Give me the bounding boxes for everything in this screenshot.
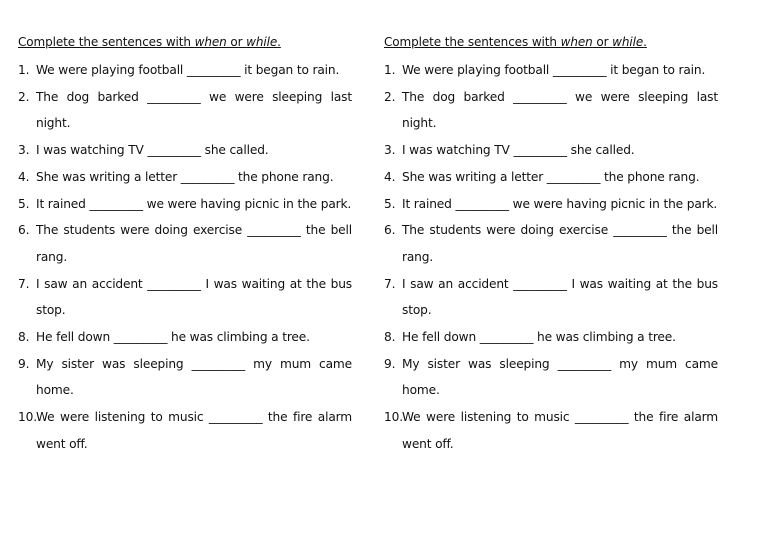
heading-word-when: when xyxy=(560,35,593,49)
item-number: 2. xyxy=(18,89,30,104)
list-item xyxy=(384,404,718,457)
heading-period: . xyxy=(643,35,647,49)
list-item xyxy=(384,57,718,84)
item-number: 7. xyxy=(18,276,30,291)
list-item xyxy=(384,351,718,404)
item-text: I saw an accident _________ I was waiting at the bus stop. xyxy=(36,276,352,318)
item-number: 7. xyxy=(384,276,396,291)
instruction-heading xyxy=(384,33,718,51)
list-item xyxy=(18,351,352,404)
item-text: It rained _________ we were having picnic in the park. xyxy=(402,196,718,211)
list-item xyxy=(384,137,718,164)
heading-word-while: while xyxy=(246,35,278,49)
item-number: 4. xyxy=(18,169,30,184)
list-item xyxy=(384,217,718,270)
item-text: We were listening to music _________ the fire alarm went off. xyxy=(36,410,352,451)
item-number: 3. xyxy=(384,143,396,158)
item-text: The dog barked _________ we were sleeping last night. xyxy=(402,89,718,131)
list-item xyxy=(18,324,352,351)
item-text: The students were doing exercise _________ the bell rang. xyxy=(36,223,352,264)
item-number: 6. xyxy=(18,223,30,238)
item-text: We were playing football _________ it began to rain. xyxy=(36,63,340,77)
list-item xyxy=(384,191,718,218)
item-text: We were playing football _________ it began to rain. xyxy=(402,63,706,77)
sentence-list xyxy=(384,57,718,458)
list-item xyxy=(384,164,718,191)
item-number: 5. xyxy=(18,196,30,211)
heading-text: Complete the sentences with xyxy=(384,35,561,49)
item-number: 10. xyxy=(18,410,37,425)
item-text: It rained _________ we were having picnic in the park. xyxy=(36,196,352,211)
item-text: I saw an accident _________ I was waiting at the bus stop. xyxy=(402,276,718,318)
item-number: 6. xyxy=(384,223,396,238)
list-item xyxy=(18,137,352,164)
list-item xyxy=(18,57,352,84)
sentence-list xyxy=(18,57,352,458)
item-text: She was writing a letter _________ the phone rang. xyxy=(36,169,334,184)
item-number: 9. xyxy=(384,356,396,371)
item-text: My sister was sleeping _________ my mum came home. xyxy=(402,356,718,398)
list-item xyxy=(18,84,352,137)
worksheet-left xyxy=(18,33,352,458)
item-number: 4. xyxy=(384,169,396,184)
instruction-heading xyxy=(18,33,352,51)
list-item xyxy=(18,191,352,218)
item-number: 10. xyxy=(384,410,403,425)
heading-text-or: or xyxy=(592,35,613,49)
heading-text: Complete the sentences with xyxy=(18,35,195,49)
list-item xyxy=(18,404,352,457)
item-text: I was watching TV _________ she called. xyxy=(402,143,635,158)
heading-period: . xyxy=(277,35,281,49)
item-text: I was watching TV _________ she called. xyxy=(36,143,269,158)
item-number: 8. xyxy=(384,330,396,345)
worksheet-right xyxy=(384,33,718,458)
heading-word-while: while xyxy=(612,35,644,49)
list-item xyxy=(18,164,352,191)
heading-word-when: when xyxy=(194,35,227,49)
item-number: 1. xyxy=(18,63,30,77)
item-number: 3. xyxy=(18,143,30,158)
list-item xyxy=(384,324,718,351)
item-text: The dog barked _________ we were sleeping last night. xyxy=(36,89,352,131)
list-item xyxy=(384,271,718,324)
item-text: We were listening to music _________ the fire alarm went off. xyxy=(402,410,718,451)
heading-text-or: or xyxy=(226,35,247,49)
list-item xyxy=(384,84,718,137)
item-number: 5. xyxy=(384,196,396,211)
list-item xyxy=(18,271,352,324)
list-item xyxy=(18,217,352,270)
item-text: She was writing a letter _________ the phone rang. xyxy=(402,169,700,184)
item-text: He fell down _________ he was climbing a tree. xyxy=(36,330,310,345)
item-text: My sister was sleeping _________ my mum came home. xyxy=(36,356,352,398)
item-text: He fell down _________ he was climbing a tree. xyxy=(402,330,676,345)
item-number: 9. xyxy=(18,356,30,371)
item-number: 8. xyxy=(18,330,30,345)
item-number: 1. xyxy=(384,63,396,77)
item-text: The students were doing exercise _________ the bell rang. xyxy=(402,223,718,264)
item-number: 2. xyxy=(384,89,396,104)
